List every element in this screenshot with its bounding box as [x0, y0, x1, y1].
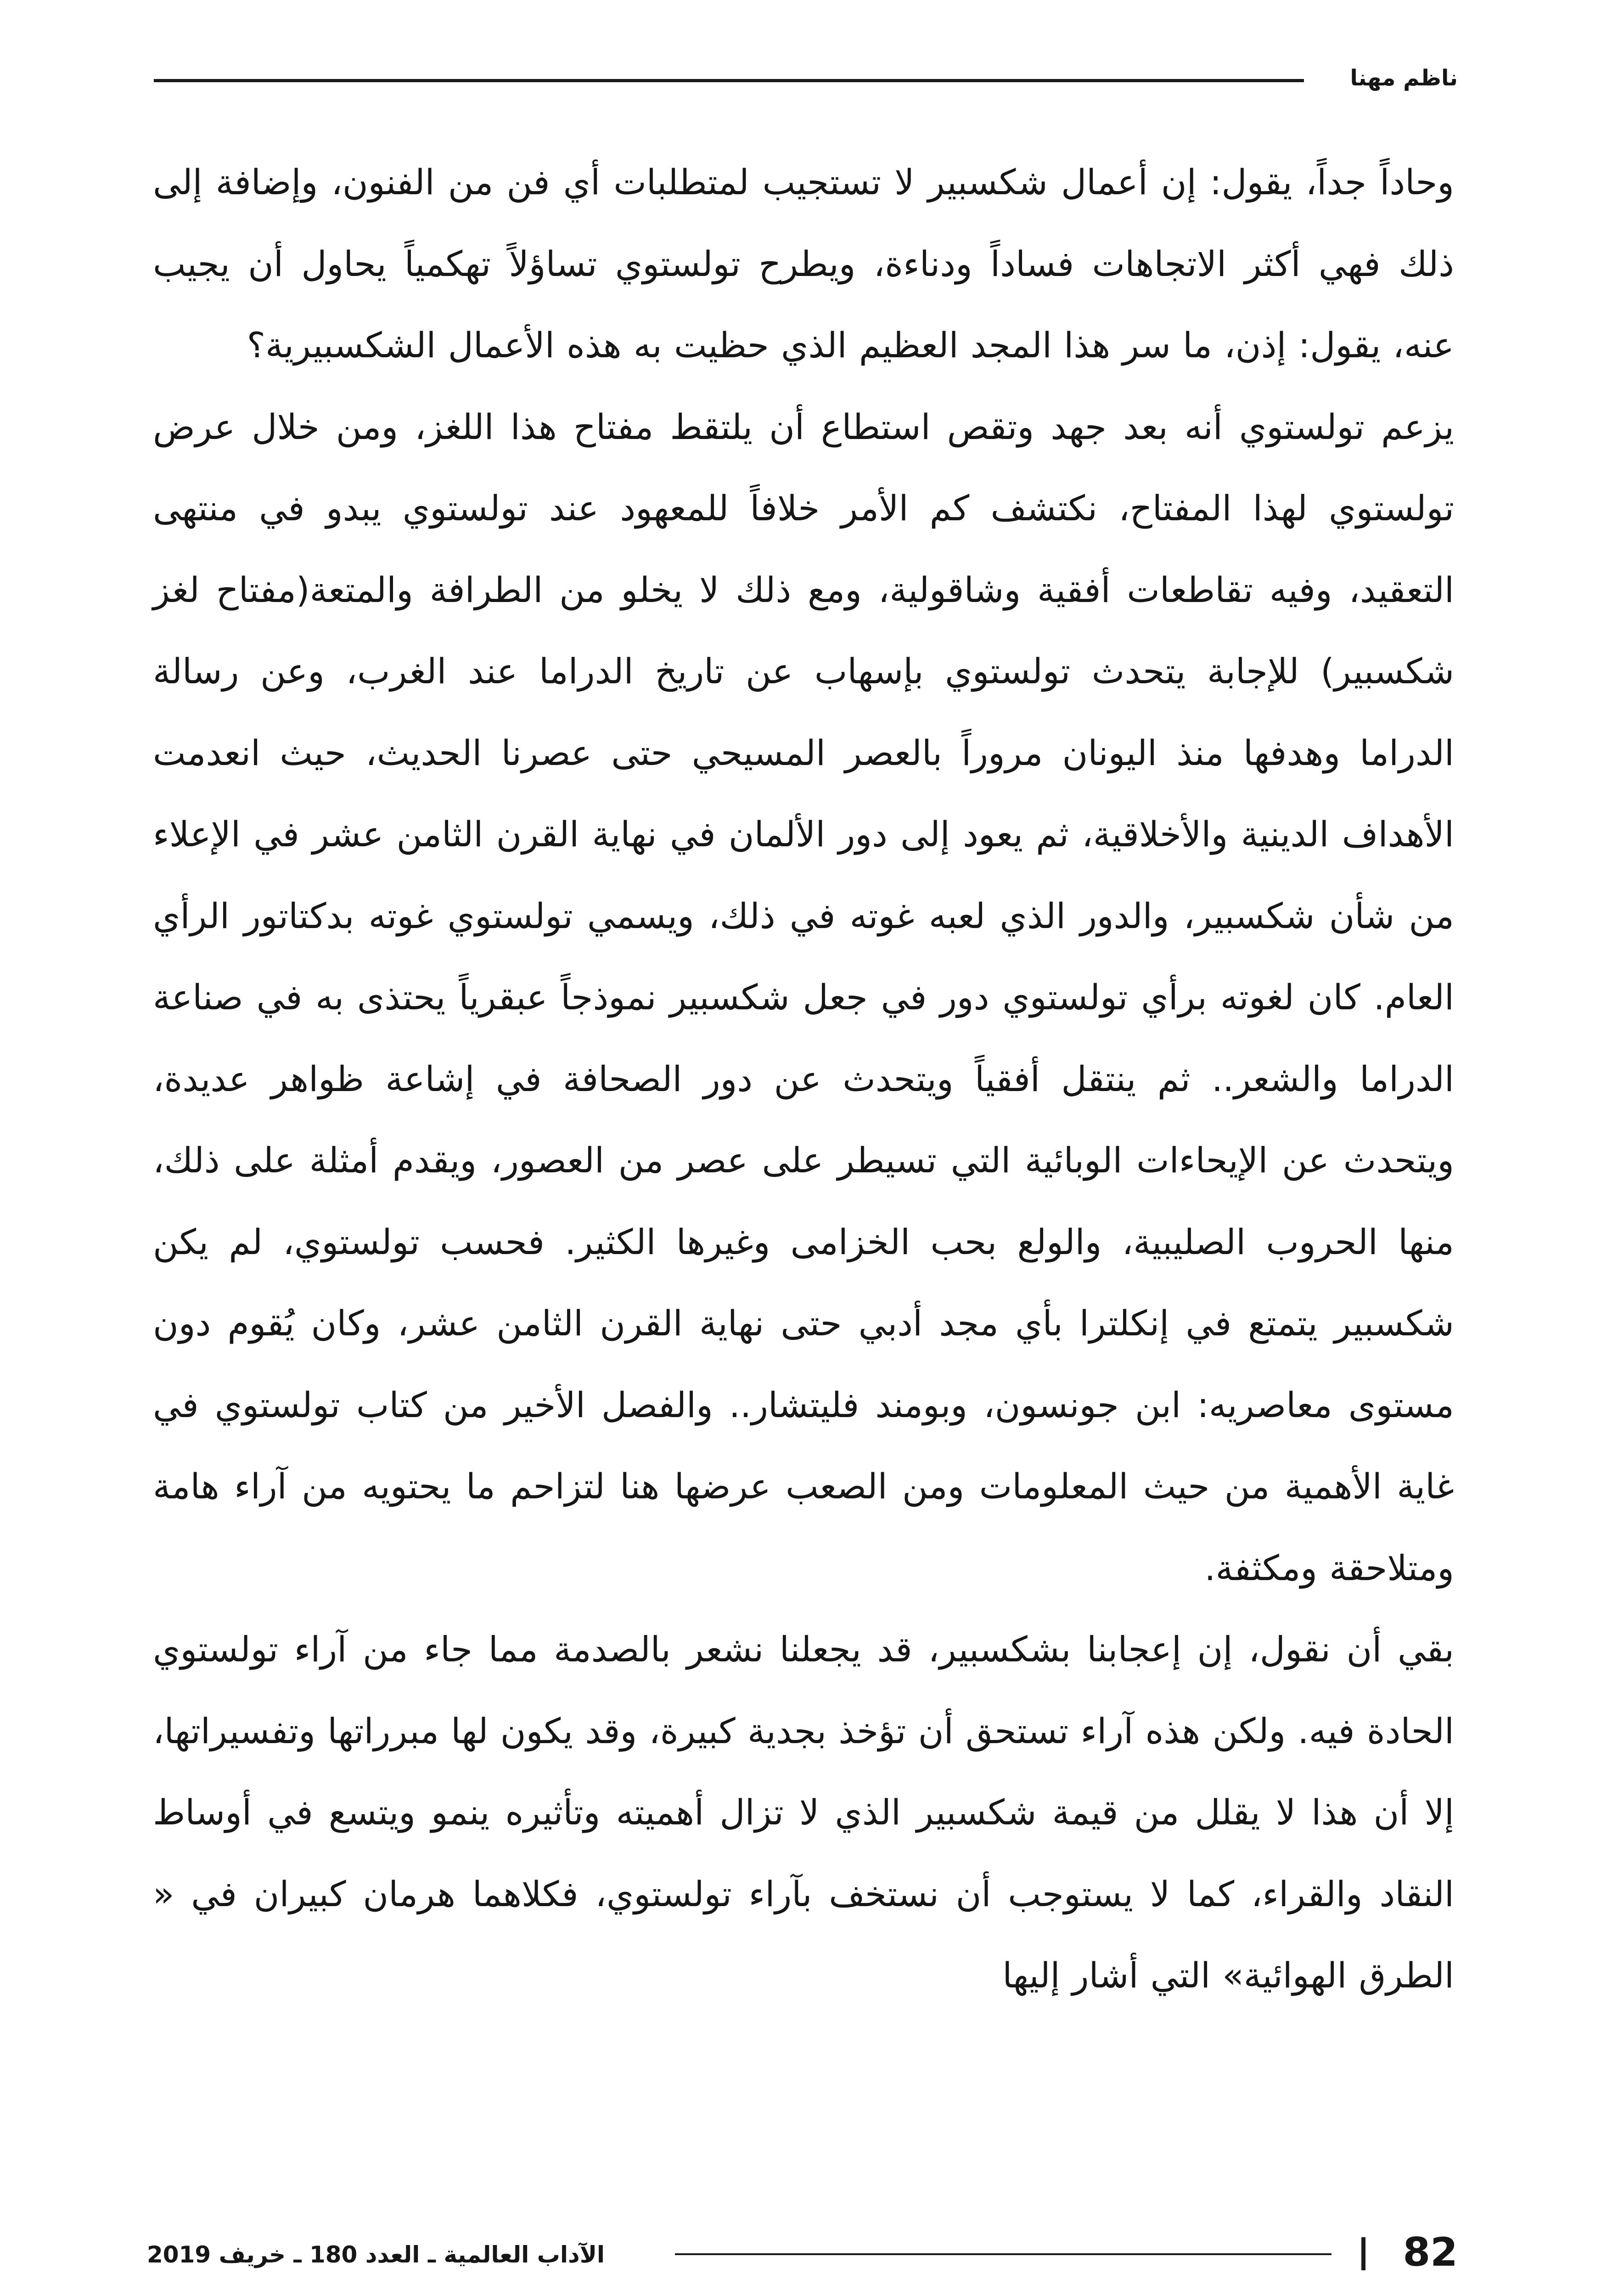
header-rule — [154, 79, 1304, 82]
paragraph-3: بقي أن نقول، إن إعجابنا بشكسبير، قد يجعلنا نشعر بالصدمة مما جاء من آراء تولستوي الحادة فيه. ولكن هذه آراء تستحق أن تؤخذ بجدية كبيرة، وقد يكون لها مبرراتها وتفسيراتها، إلا أن هذا لا يقلل من قيمة شكسبير الذي لا تزال أهميته وتأثيره ينمو ويتسع في أوساط النقاد والقراء، كما لا يستوجب أن نستخف بآراء تولستوي، فكلاهما هرمان كبيران في « الطرق الهوائية» التي أشار إليها — [153, 1629, 1454, 1996]
running-header-author: ناظم مهنا — [1350, 65, 1458, 91]
footer-rule — [675, 2253, 1332, 2255]
page-number: 82 — [1403, 2229, 1458, 2275]
paragraph-1: وحاداً جداً، يقول: إن أعمال شكسبير لا تستجيب لمتطلبات أي فن من الفنون، وإضافة إلى ذلك فهي أكثر الاتجاهات فساداً ودناءة، ويطرح تولستوي تساؤلاً تهكمياً يحاول أن يجيب عنه، يقول: إذن، ما سر هذا المجد العظيم الذي حظيت به هذه الأعمال الشكسبيرية؟ — [153, 162, 1454, 366]
article-body — [153, 141, 1454, 2016]
footer-separator-bar — [1361, 2237, 1365, 2270]
journal-issue-footer: الآداب العالمية ـ العدد 180 ـ خريف 2019 — [147, 2241, 605, 2268]
paragraph-2: يزعم تولستوي أنه بعد جهد وتقص استطاع أن يلتقط مفتاح هذا اللغز، ومن خلال عرض تولستوي لهذا المفتاح، نكتشف كم الأمر خلافاً للمعهود عند تولستوي يبدو في منتهى التعقيد، وفيه تقاطعات أفقية وشاقولية، ومع ذلك لا يخلو من الطرافة والمتعة(مفتاح لغز شكسبير) للإجابة يتحدث تولستوي بإسهاب عن تاريخ الدراما عند الغرب، وعن رسالة الدراما وهدفها منذ اليونان مروراً بالعصر المسيحي حتى عصرنا الحديث، حيث انعدمت الأهداف الدينية والأخلاقية، ثم يعود إلى دور الألمان في نهاية القرن الثامن عشر في الإعلاء من شأن شكسبير، والدور الذي لعبه غوته في ذلك، ويسمي تولستوي غوته بدكتاتور الرأي العام. كان لغوته برأي تولستوي دور في جعل شكسبير نموذجاً عبقرياً يحتذى به في صناعة الدراما والشعر.. ثم ينتقل أفقياً ويتحدث عن دور الصحافة في إشاعة ظواهر عديدة، ويتحدث عن الإيحاءات الوبائية التي تسيطر على عصر من العصور، ويقدم أمثلة على ذلك، منها الحروب الصليبية، والولع بحب الخزامى وغيرها الكثير. فحسب تولستوي، لم يكن شكسبير يتمتع في إنكلترا بأي مجد أدبي حتى نهاية القرن الثامن عشر، وكان يُقوم دون مستوى معاصريه: ابن جونسون، وبومند فليتشار.. والفصل الأخير من كتاب تولستوي في غاية الأهمية من حيث المعلومات ومن الصعب عرضها هنا لتزاحم ما يحتويه من آراء هامة ومتلاحقة ومكثفة. — [153, 406, 1454, 1588]
